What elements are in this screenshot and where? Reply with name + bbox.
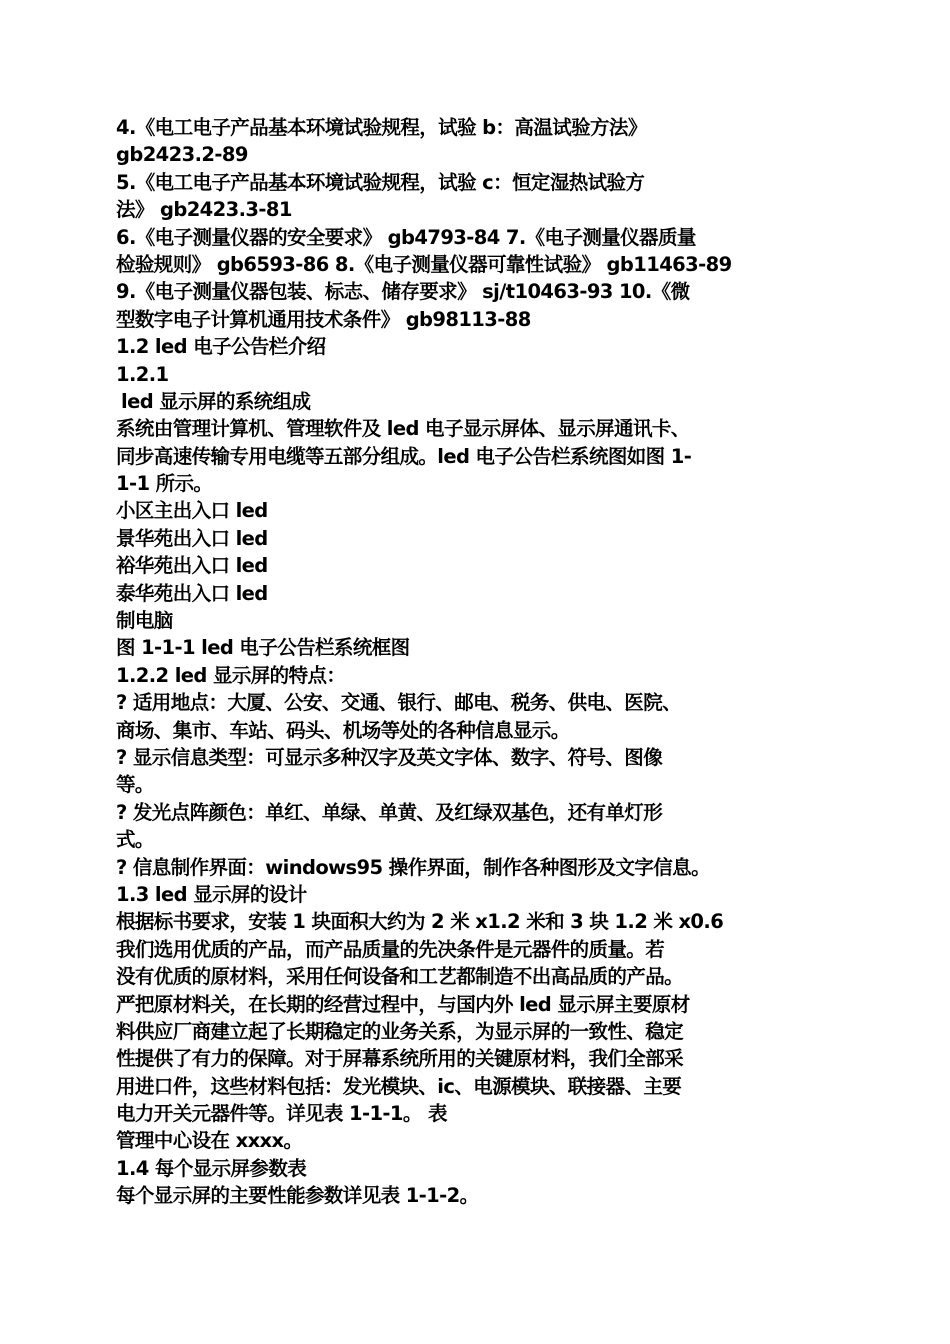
text-line: 图 1-1-1 led 电子公告栏系统框图 <box>116 636 410 660</box>
text-line: 用进口件，这些材料包括：发光模块、ic、电源模块、联接器、主要 <box>116 1074 682 1098</box>
text-line: 料供应厂商建立起了长期稳定的业务关系，为显示屏的一致性、稳定 <box>116 1019 684 1043</box>
text-line: led 显示屏的系统组成 <box>121 389 311 413</box>
text-line: 等。 <box>116 773 154 797</box>
text-line: 商场、集市、车站、码头、机场等处的各种信息显示。 <box>116 718 570 742</box>
text-line: 法》 gb2423.3-81 <box>116 198 292 222</box>
text-line: 性提供了有力的保障。对于屏幕系统所用的关键原材料，我们全部采 <box>116 1047 684 1071</box>
text-line: 9.《电子测量仪器包装、标志、储存要求》 sj/t10463-93 10.《微 <box>116 280 690 304</box>
text-line: 根据标书要求，安装 1 块面积大约为 2 米 x1.2 米和 3 块 1.2 米 x0.6 <box>116 910 724 934</box>
text-line: ? 适用地点：大厦、公安、交通、银行、邮电、税务、供电、医院、 <box>116 691 682 715</box>
text-line: 严把原材料关，在长期的经营过程中，与国内外 led 显示屏主要原材 <box>116 992 690 1016</box>
text-line: gb2423.2-89 <box>116 143 248 167</box>
text-line: 4.《电工电子产品基本环境试验规程，试验 b：高温试验方法》 <box>116 116 647 139</box>
document-body <box>116 114 846 1210</box>
text-line: 泰华苑出入口 led <box>116 581 268 605</box>
text-line: 6.《电子测量仪器的安全要求》 gb4793-84 7.《电子测量仪器质量 <box>116 225 696 249</box>
text-line: 系统由管理计算机、管理软件及 led 电子显示屏体、显示屏通讯卡、 <box>116 417 690 441</box>
text-line: 我们选用优质的产品，而产品质量的先决条件是元器件的质量。若 <box>116 937 665 961</box>
text-line: 每个显示屏的主要性能参数详见表 1-1-2。 <box>116 1184 479 1208</box>
text-line: 1.2.2 led 显示屏的特点： <box>116 663 346 687</box>
text-line: ? 显示信息类型：可显示多种汉字及英文字体、数字、符号、图像 <box>116 745 663 769</box>
text-line: 1.2 led 电子公告栏介绍 <box>116 335 326 359</box>
text-line: 裕华苑出入口 led <box>116 554 268 578</box>
text-line: 5.《电工电子产品基本环境试验规程，试验 c：恒定湿热试验方 <box>116 170 645 194</box>
text-line: 管理中心设在 xxxx。 <box>116 1129 303 1153</box>
text-line: 1.3 led 显示屏的设计 <box>116 882 307 906</box>
text-line: 同步高速传输专用电缆等五部分组成。led 电子公告栏系统图如图 1- <box>116 444 692 468</box>
text-line: 1.4 每个显示屏参数表 <box>116 1156 307 1180</box>
text-line: 型数字电子计算机通用技术条件》 gb98113-88 <box>116 307 531 331</box>
text-line: 小区主出入口 led <box>116 499 268 523</box>
text-line: 1-1 所示。 <box>116 472 213 496</box>
text-line: ? 信息制作界面：windows95 操作界面，制作各种图形及文字信息。 <box>116 855 710 879</box>
text-line: 1.2.1 <box>116 362 169 386</box>
text-line: ? 发光点阵颜色：单红、单绿、单黄、及红绿双基色，还有单灯形 <box>116 800 663 824</box>
text-line: 制电脑 <box>116 609 173 633</box>
text-line: 检验规则》 gb6593-86 8.《电子测量仪器可靠性试验》 gb11463-89 <box>116 252 732 276</box>
text-line: 景华苑出入口 led <box>116 526 268 550</box>
text-line: 式。 <box>116 828 154 852</box>
text-line: 电力开关元器件等。详见表 1-1-1。 表 <box>116 1102 447 1126</box>
text-line: 没有优质的原材料，采用任何设备和工艺都制造不出高品质的产品。 <box>116 965 684 989</box>
